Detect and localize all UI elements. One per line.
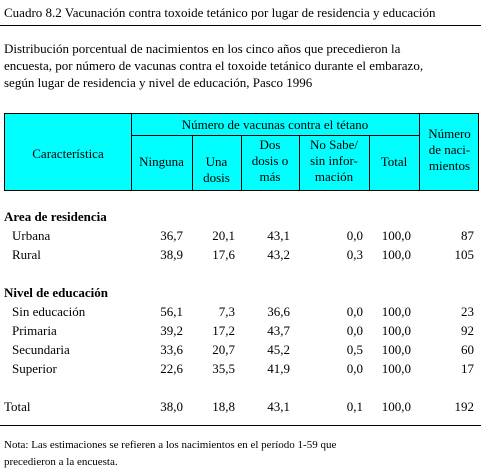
cell-nacimientos: 87 xyxy=(461,228,474,243)
cell-ninguna: 36,7 xyxy=(160,228,183,243)
row-label: Total xyxy=(4,399,31,414)
cell-nacimientos: 105 xyxy=(454,247,474,262)
cell-una-dosis: 18,8 xyxy=(212,399,235,414)
cell-total: 100,0 xyxy=(381,247,411,262)
cell-total: 100,0 xyxy=(381,228,411,243)
row-label: Primaria xyxy=(12,323,57,338)
cell-una-dosis: 35,5 xyxy=(212,361,235,376)
row-label: Urbana xyxy=(12,228,51,243)
cell-dos-dosis: 43,1 xyxy=(267,399,290,414)
row-label: Sin educación xyxy=(12,304,86,319)
cell-una-dosis: 20,1 xyxy=(212,228,235,243)
table-row xyxy=(0,246,483,264)
row-label: Rural xyxy=(12,247,41,262)
header-dos-dosis: Dos dosis o más xyxy=(251,137,289,184)
cell-nacimientos: 23 xyxy=(461,304,474,319)
section-row-residencia xyxy=(0,208,483,226)
cell-ninguna: 38,0 xyxy=(160,399,183,414)
section-label: Nivel de educación xyxy=(4,285,108,300)
cell-una-dosis: 17,6 xyxy=(212,247,235,262)
table-header xyxy=(4,113,479,191)
cell-una-dosis: 7,3 xyxy=(218,304,235,319)
cell-dos-dosis: 43,7 xyxy=(267,323,290,338)
table-note xyxy=(4,437,480,471)
bottom-rule xyxy=(0,425,481,426)
header-group: Número de vacunas contra el tétano xyxy=(181,117,369,132)
header-numero-nacimientos: Número de naci- mientos xyxy=(428,126,471,173)
header-no-sabe: No Sabe/ sin infor- mación xyxy=(309,137,359,184)
table-row xyxy=(0,341,483,359)
cell-dos-dosis: 43,1 xyxy=(267,228,290,243)
cell-total: 100,0 xyxy=(381,323,411,338)
description-line: Distribución porcentual de nacimientos en los cinco años que precedieron la xyxy=(4,41,401,56)
cell-nacimientos: 92 xyxy=(461,323,474,338)
cell-una-dosis: 20,7 xyxy=(212,342,235,357)
section-row-educacion xyxy=(0,284,483,302)
description-line: según lugar de residencia y nivel de educación, Pasco 1996 xyxy=(4,75,313,90)
section-label: Area de residencia xyxy=(4,209,107,224)
cell-no-sabe: 0,0 xyxy=(346,323,363,338)
cell-ninguna: 33,6 xyxy=(160,342,183,357)
cell-ninguna: 22,6 xyxy=(160,361,183,376)
table-description xyxy=(4,40,480,91)
cell-dos-dosis: 43,2 xyxy=(267,247,290,262)
cell-ninguna: 38,9 xyxy=(160,247,183,262)
cell-una-dosis: 17,2 xyxy=(212,323,235,338)
top-rule xyxy=(0,25,481,26)
cell-ninguna: 56,1 xyxy=(160,304,183,319)
cell-ninguna: 39,2 xyxy=(160,323,183,338)
table-row xyxy=(0,360,483,378)
header-total: Total xyxy=(380,154,408,169)
cell-dos-dosis: 41,9 xyxy=(267,361,290,376)
cell-no-sabe: 0,0 xyxy=(346,228,363,243)
table-row xyxy=(0,303,483,321)
cell-total: 100,0 xyxy=(381,304,411,319)
cell-dos-dosis: 36,6 xyxy=(267,304,290,319)
cell-nacimientos: 17 xyxy=(461,361,474,376)
table-row xyxy=(0,322,483,340)
table-row-total xyxy=(0,398,483,416)
cell-total: 100,0 xyxy=(381,361,411,376)
header-caracteristica: Característica xyxy=(32,146,104,161)
cell-total: 100,0 xyxy=(381,342,411,357)
table-row xyxy=(0,227,483,245)
cell-no-sabe: 0,5 xyxy=(346,342,363,357)
cell-total: 100,0 xyxy=(381,399,411,414)
cell-dos-dosis: 45,2 xyxy=(267,342,290,357)
cell-no-sabe: 0,1 xyxy=(346,399,363,414)
note-line: Nota: Las estimaciones se refieren a los nacimientos en el período 1-59 que xyxy=(4,439,337,451)
cell-no-sabe: 0,3 xyxy=(346,247,363,262)
cell-nacimientos: 192 xyxy=(454,399,474,414)
row-label: Secundaria xyxy=(12,342,70,357)
cell-no-sabe: 0,0 xyxy=(346,361,363,376)
description-line: encuesta, por número de vacunas contra el toxoide tetánico durante el embarazo, xyxy=(4,58,424,73)
cell-nacimientos: 60 xyxy=(461,342,474,357)
row-label: Superior xyxy=(12,361,57,376)
table-title: Cuadro 8.2 Vacunación contra toxoide tetánico por lugar de residencia y educación xyxy=(4,5,436,20)
note-line: precedieron a la encuesta. xyxy=(4,456,118,468)
header-ninguna: Ninguna xyxy=(139,154,184,169)
cell-no-sabe: 0,0 xyxy=(346,304,363,319)
header-una-dosis: Una dosis xyxy=(203,154,230,185)
